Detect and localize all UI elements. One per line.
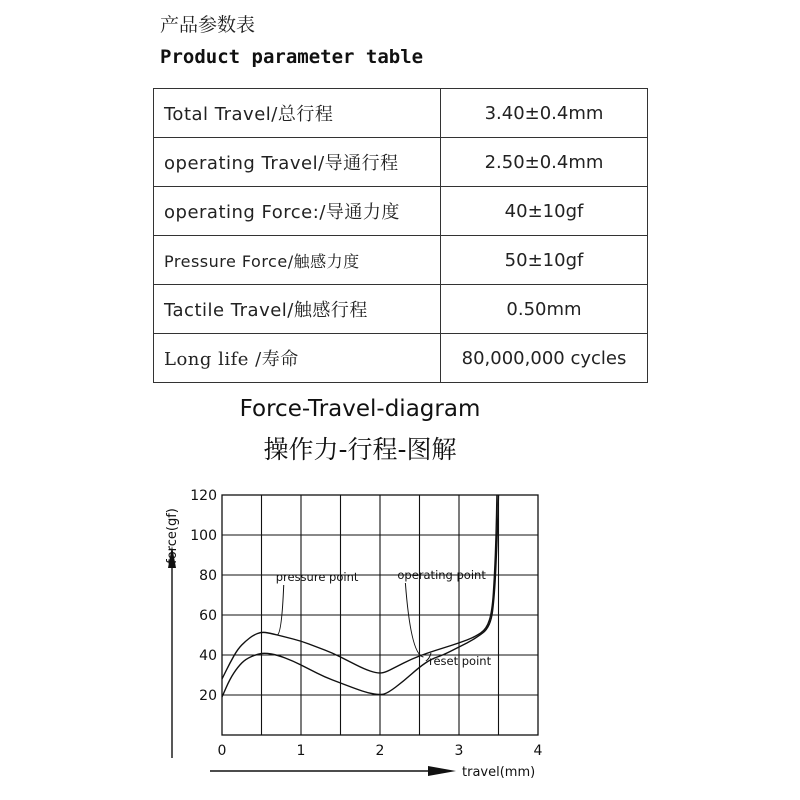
param-name: Tactile Travel/触感行程 — [154, 285, 441, 334]
param-value: 50±10gf — [441, 236, 648, 285]
parameter-table — [153, 88, 648, 383]
table-row — [154, 334, 648, 383]
table-row — [154, 285, 648, 334]
x-axis-arrow-icon — [428, 766, 456, 776]
x-axis-label: travel(mm) — [462, 765, 536, 780]
x-tick-label: 0 — [217, 743, 227, 759]
table-row — [154, 89, 648, 138]
x-tick-label: 4 — [533, 743, 543, 759]
annotation-label: operating point — [397, 568, 486, 582]
y-tick-label: 60 — [199, 608, 217, 624]
annotation-leader-line — [405, 583, 423, 657]
table-row — [154, 236, 648, 285]
param-value: 0.50mm — [441, 285, 648, 334]
series-line — [222, 495, 497, 679]
param-name: operating Travel/导通行程 — [154, 138, 441, 187]
y-tick-label: 20 — [199, 688, 217, 704]
chart-subtitle: 操作力-行程-图解 — [263, 435, 457, 464]
table-row — [154, 138, 648, 187]
param-name: Total Travel/总行程 — [154, 89, 441, 138]
param-value: 2.50±0.4mm — [441, 138, 648, 187]
y-tick-label: 100 — [190, 528, 217, 544]
y-tick-label: 80 — [199, 568, 217, 584]
param-name: operating Force:/导通力度 — [154, 187, 441, 236]
param-value: 3.40±0.4mm — [441, 89, 648, 138]
annotation-label: reset point — [428, 654, 492, 668]
y-tick-label: 40 — [199, 648, 217, 664]
annotation-leader-line — [277, 585, 283, 635]
x-tick-label: 3 — [454, 743, 464, 759]
table-row — [154, 187, 648, 236]
table-title-chinese: 产品参数表 — [160, 14, 256, 36]
x-tick-label: 2 — [375, 743, 385, 759]
y-tick-label: 120 — [190, 488, 217, 504]
param-name: Pressure Force/触感力度 — [154, 236, 441, 285]
table-title-english: Product parameter table — [160, 46, 424, 68]
param-name: Long life /寿命 — [154, 334, 441, 383]
param-value: 80,000,000 cycles — [441, 334, 648, 383]
param-value: 40±10gf — [441, 187, 648, 236]
chart-title: Force-Travel-diagram — [239, 396, 481, 422]
force-travel-chart — [150, 460, 570, 790]
y-axis-label: force(gf) — [165, 508, 180, 564]
x-tick-label: 1 — [296, 743, 306, 759]
annotation-label: pressure point — [275, 570, 359, 584]
